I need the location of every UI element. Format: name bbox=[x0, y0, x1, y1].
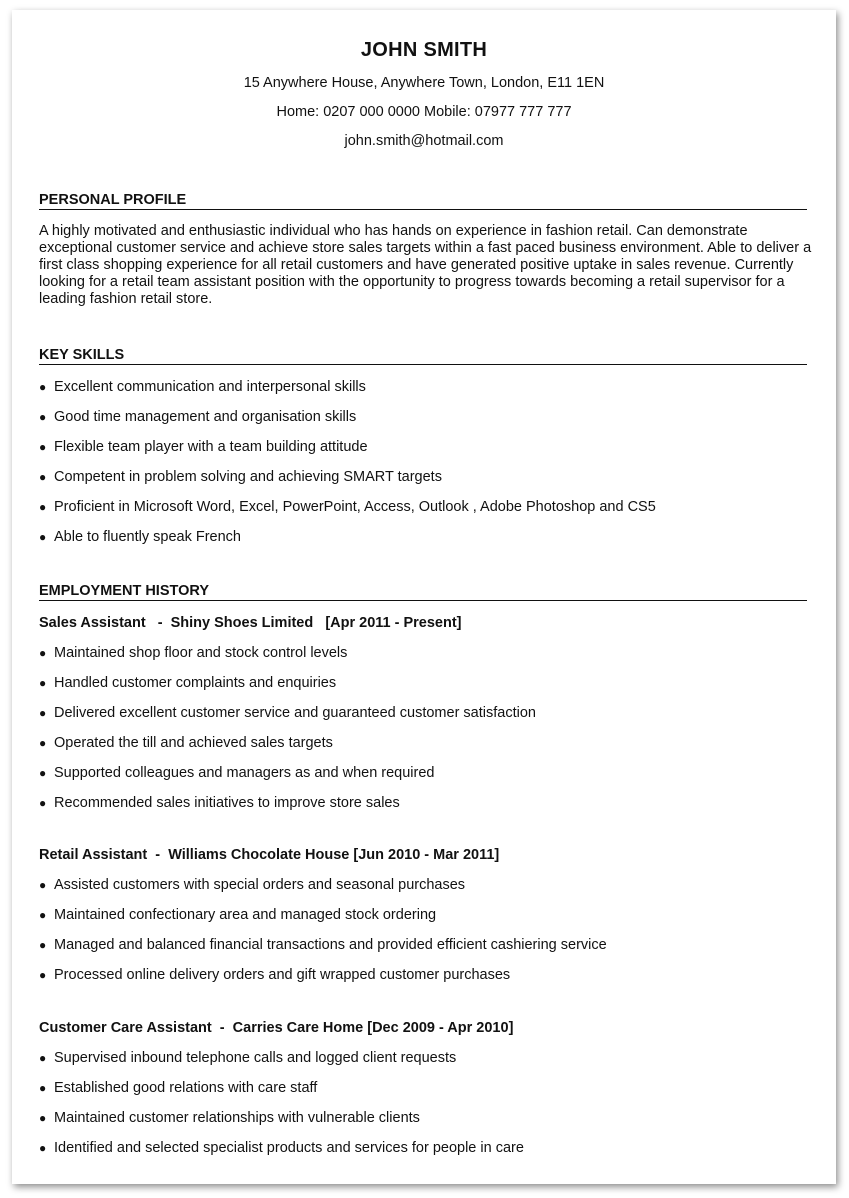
duty-text: Operated the till and achieved sales targets bbox=[54, 735, 333, 751]
bullet-icon: ● bbox=[39, 968, 47, 982]
list-item bbox=[39, 1140, 524, 1170]
list-item bbox=[39, 907, 607, 937]
list-item bbox=[39, 877, 607, 907]
list-item bbox=[39, 705, 536, 735]
bullet-icon: ● bbox=[39, 530, 47, 544]
duty-text: Maintained confectionary area and managed stock ordering bbox=[54, 907, 437, 923]
list-item bbox=[39, 499, 656, 529]
list-item bbox=[39, 469, 656, 499]
bullet-icon: ● bbox=[39, 1141, 47, 1155]
bullet-icon: ● bbox=[39, 500, 47, 514]
section-title-key-skills: KEY SKILLS bbox=[39, 347, 807, 365]
bullet-icon: ● bbox=[39, 1081, 47, 1095]
bullet-icon: ● bbox=[39, 1111, 47, 1125]
job-duties-list bbox=[39, 1050, 524, 1170]
bullet-icon: ● bbox=[39, 410, 47, 424]
job-heading: Sales Assistant - Shiny Shoes Limited [Apr 2011 - Present] bbox=[39, 615, 462, 631]
duty-text: Processed online delivery orders and gift wrapped customer purchases bbox=[54, 967, 511, 983]
duty-text: Recommended sales initiatives to improve store sales bbox=[54, 795, 400, 811]
key-skills-list bbox=[39, 379, 656, 559]
skill-text: Competent in problem solving and achieving SMART targets bbox=[54, 469, 442, 485]
duty-text: Delivered excellent customer service and guaranteed customer satisfaction bbox=[54, 705, 536, 721]
skill-text: Proficient in Microsoft Word, Excel, PowerPoint, Access, Outlook , Adobe Photoshop and CS5 bbox=[54, 499, 656, 515]
list-item bbox=[39, 645, 536, 675]
job-heading: Customer Care Assistant - Carries Care Home [Dec 2009 - Apr 2010] bbox=[39, 1020, 514, 1036]
job-duties-list bbox=[39, 645, 536, 825]
bullet-icon: ● bbox=[39, 676, 47, 690]
list-item bbox=[39, 675, 536, 705]
section-title-employment-history: EMPLOYMENT HISTORY bbox=[39, 583, 807, 601]
skill-text: Flexible team player with a team building attitude bbox=[54, 439, 368, 455]
job-heading: Retail Assistant - Williams Chocolate House [Jun 2010 - Mar 2011] bbox=[39, 847, 500, 863]
list-item bbox=[39, 529, 656, 559]
list-item bbox=[39, 765, 536, 795]
list-item bbox=[39, 1110, 524, 1140]
duty-text: Supervised inbound telephone calls and logged client requests bbox=[54, 1050, 457, 1066]
list-item bbox=[39, 1050, 524, 1080]
cv-page bbox=[12, 10, 836, 1184]
bullet-icon: ● bbox=[39, 470, 47, 484]
duty-text: Identified and selected specialist products and services for people in care bbox=[54, 1140, 524, 1156]
duty-text: Supported colleagues and managers as and when required bbox=[54, 765, 435, 781]
email-line[interactable]: john.smith@hotmail.com bbox=[344, 133, 504, 149]
bullet-icon: ● bbox=[39, 736, 47, 750]
bullet-icon: ● bbox=[39, 440, 47, 454]
job-duties-list bbox=[39, 877, 607, 997]
phone-line: Home: 0207 000 0000 Mobile: 07977 777 777 bbox=[276, 104, 572, 120]
candidate-name: JOHN SMITH bbox=[360, 39, 488, 61]
duty-text: Assisted customers with special orders and seasonal purchases bbox=[54, 877, 466, 893]
bullet-icon: ● bbox=[39, 908, 47, 922]
duty-text: Maintained customer relationships with vulnerable clients bbox=[54, 1110, 420, 1126]
list-item bbox=[39, 1080, 524, 1110]
list-item bbox=[39, 439, 656, 469]
duty-text: Maintained shop floor and stock control levels bbox=[54, 645, 348, 661]
skill-text: Able to fluently speak French bbox=[54, 529, 241, 545]
list-item bbox=[39, 967, 607, 997]
list-item bbox=[39, 937, 607, 967]
address-line: 15 Anywhere House, Anywhere Town, London, E11 1EN bbox=[243, 75, 605, 91]
bullet-icon: ● bbox=[39, 796, 47, 810]
duty-text: Managed and balanced financial transactions and provided efficient cashiering service bbox=[54, 937, 607, 953]
bullet-icon: ● bbox=[39, 938, 47, 952]
bullet-icon: ● bbox=[39, 1051, 47, 1065]
bullet-icon: ● bbox=[39, 646, 47, 660]
section-title-personal-profile: PERSONAL PROFILE bbox=[39, 192, 807, 210]
bullet-icon: ● bbox=[39, 878, 47, 892]
bullet-icon: ● bbox=[39, 380, 47, 394]
list-item bbox=[39, 735, 536, 765]
list-item bbox=[39, 409, 656, 439]
duty-text: Handled customer complaints and enquiries bbox=[54, 675, 337, 691]
duty-text: Established good relations with care staff bbox=[54, 1080, 318, 1096]
list-item bbox=[39, 795, 536, 825]
list-item bbox=[39, 379, 656, 409]
skill-text: Excellent communication and interpersonal skills bbox=[54, 379, 366, 395]
bullet-icon: ● bbox=[39, 706, 47, 720]
personal-profile-text: A highly motivated and enthusiastic individual who has hands on experience in fashion retail. Can demonstrate exceptional customer service and achieve store sales targets within a fast paced business environment. Able to deliver a first class shopping experience for all retail customers and have generated positive uptake in sales revenue. Currently looking for a retail team assistant position with the opportunity to progress towards becoming a retail supervisor for a leading fashion retail store. bbox=[39, 223, 812, 307]
bullet-icon: ● bbox=[39, 766, 47, 780]
skill-text: Good time management and organisation skills bbox=[54, 409, 357, 425]
